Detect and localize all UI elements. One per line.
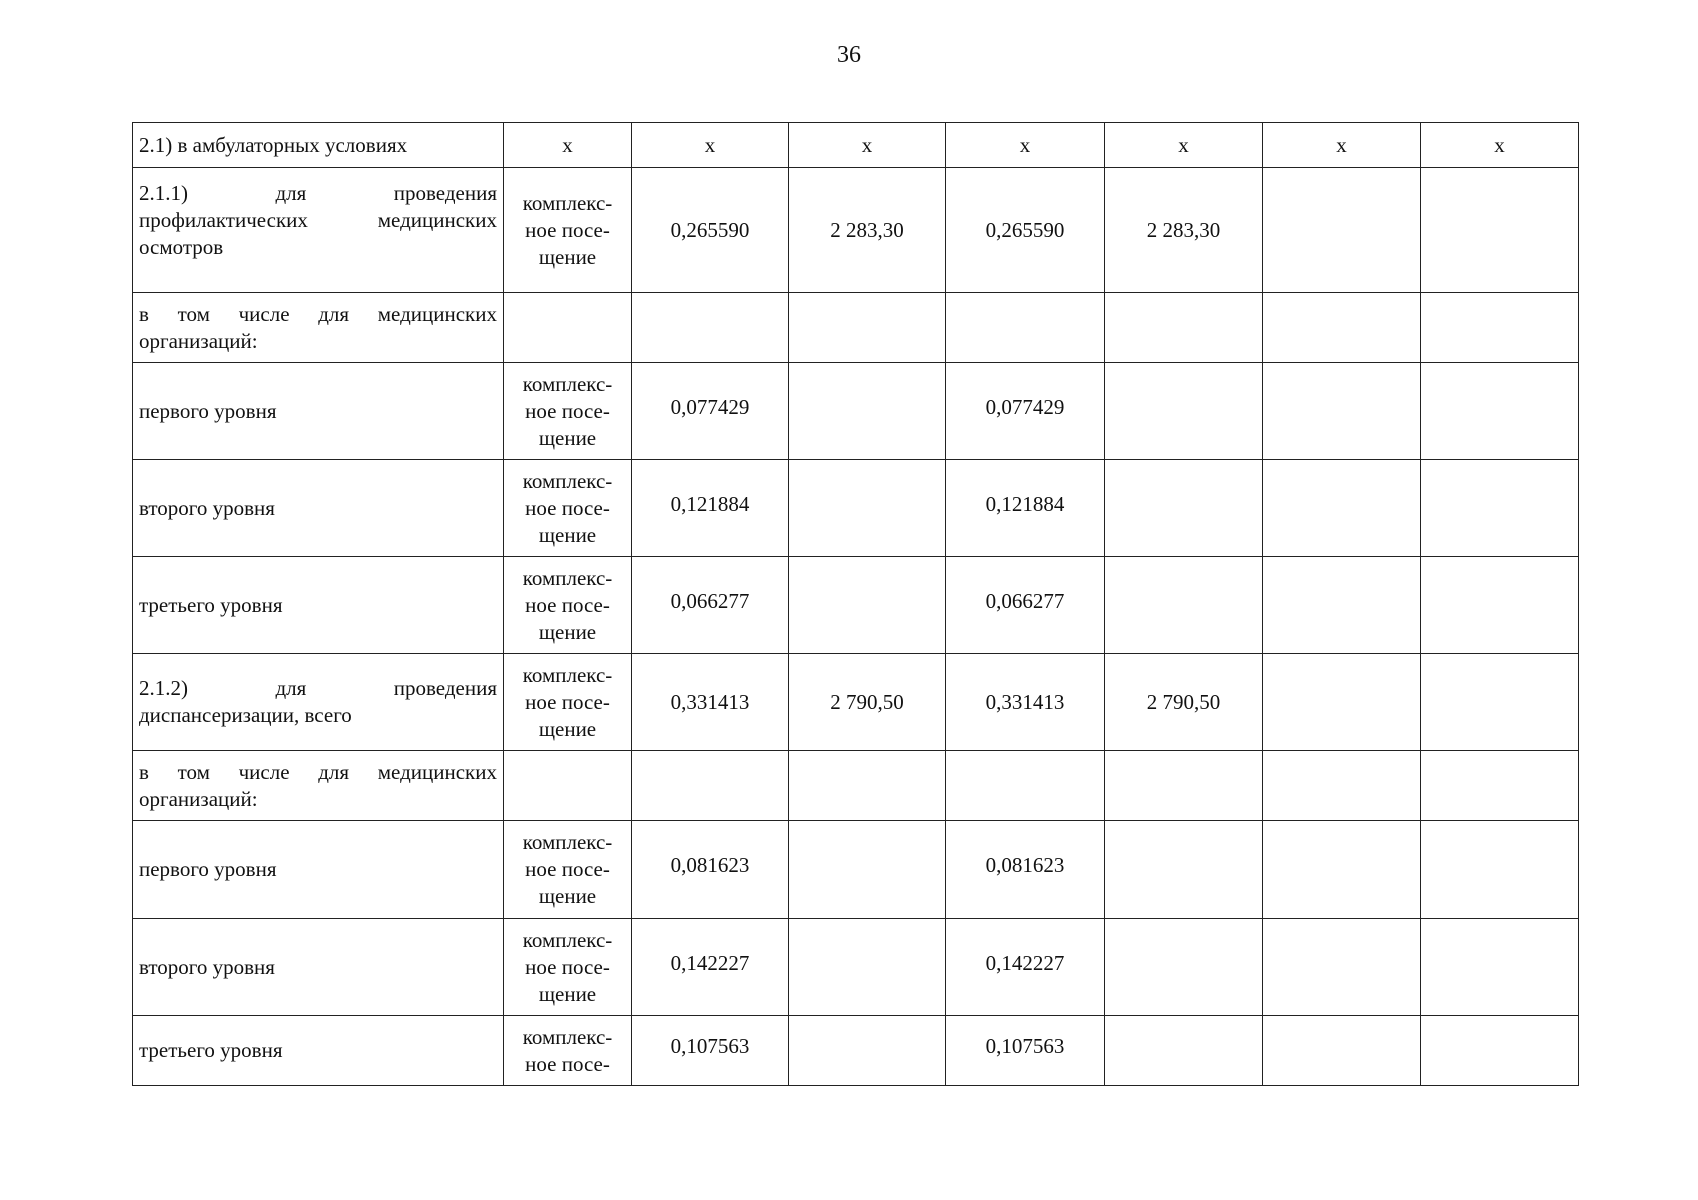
table-row — [133, 751, 1579, 821]
value-cell — [632, 919, 789, 1016]
value-cell — [1105, 557, 1263, 654]
value-cell — [1263, 654, 1421, 751]
value-cell: х — [1263, 123, 1421, 168]
value-cell — [1105, 293, 1263, 363]
value-cell: 0,331413 — [632, 654, 789, 751]
value-cell — [1105, 363, 1263, 460]
value-cell — [1421, 363, 1579, 460]
value-text: 0,121884 — [985, 491, 1065, 516]
unit-cell — [504, 919, 632, 1016]
value-cell — [1105, 821, 1263, 919]
page-number: 36 — [837, 42, 861, 68]
value-text: 0,077429 — [985, 394, 1065, 419]
unit-text: комплекс-ное посе-щение — [522, 190, 613, 269]
unit-text: комплекс-ное посе-щение — [522, 830, 613, 908]
value-cell — [946, 821, 1105, 919]
table-row — [133, 123, 1579, 168]
value-cell: х — [789, 123, 946, 168]
value-cell — [1263, 168, 1421, 293]
table-row — [133, 821, 1579, 919]
value-cell — [1421, 919, 1579, 1016]
unit-cell — [504, 654, 632, 751]
value-cell — [789, 363, 946, 460]
value-cell: 2 790,50 — [1105, 654, 1263, 751]
table-row — [133, 919, 1579, 1016]
value-cell — [789, 557, 946, 654]
value-text: 0,077429 — [670, 394, 750, 419]
value-cell — [1421, 1016, 1579, 1086]
table-row — [133, 557, 1579, 654]
value-cell — [946, 293, 1105, 363]
value-cell — [1421, 168, 1579, 293]
value-cell — [1263, 363, 1421, 460]
value-cell — [632, 293, 789, 363]
value-cell — [789, 1016, 946, 1086]
row-label: первого уровня — [133, 821, 504, 919]
value-cell — [946, 919, 1105, 1016]
table-row — [133, 460, 1579, 557]
value-text: 0,066277 — [985, 588, 1065, 613]
row-label: в том числе для медицинских организаций: — [133, 751, 504, 821]
value-cell — [1263, 293, 1421, 363]
value-cell — [1105, 751, 1263, 821]
row-label: 2.1) в амбулаторных условиях — [133, 123, 504, 168]
value-text: 0,142227 — [670, 950, 750, 975]
value-cell — [1105, 919, 1263, 1016]
value-cell — [632, 557, 789, 654]
value-cell — [946, 460, 1105, 557]
row-label: третьего уровня — [133, 1016, 504, 1086]
value-cell — [1421, 821, 1579, 919]
value-cell — [632, 460, 789, 557]
table-row — [133, 363, 1579, 460]
value-cell — [632, 1016, 789, 1086]
value-cell — [946, 363, 1105, 460]
value-text: 0,107563 — [985, 1034, 1065, 1058]
value-cell — [946, 557, 1105, 654]
value-cell — [946, 1016, 1105, 1086]
value-cell — [946, 751, 1105, 821]
unit-cell — [504, 557, 632, 654]
row-label: первого уровня — [133, 363, 504, 460]
unit-cell — [504, 1016, 632, 1086]
unit-text: комплекс-ное посе-щение — [522, 468, 613, 547]
value-cell — [1263, 557, 1421, 654]
value-cell — [1421, 557, 1579, 654]
row-label: второго уровня — [133, 460, 504, 557]
value-cell — [789, 460, 946, 557]
row-label: 2.1.2) для проведения диспансеризации, всего — [133, 654, 504, 751]
value-cell: х — [1421, 123, 1579, 168]
value-cell — [1421, 654, 1579, 751]
value-cell: 0,265590 — [632, 168, 789, 293]
value-cell — [1421, 751, 1579, 821]
value-cell — [1421, 293, 1579, 363]
value-cell — [632, 821, 789, 919]
value-cell — [789, 919, 946, 1016]
value-cell — [632, 363, 789, 460]
row-label: второго уровня — [133, 919, 504, 1016]
unit-text: комплекс-ное посе-щение — [522, 565, 613, 644]
data-table — [132, 122, 1579, 1086]
table-row — [133, 168, 1579, 293]
unit-text: комплекс-ное посе-щение — [522, 662, 613, 741]
unit-cell — [504, 460, 632, 557]
value-text: 0,142227 — [985, 950, 1065, 975]
value-cell — [1105, 460, 1263, 557]
value-cell — [632, 751, 789, 821]
value-cell — [1263, 821, 1421, 919]
unit-cell: х — [504, 123, 632, 168]
row-label: в том числе для медицинских организаций: — [133, 293, 504, 363]
table-row — [133, 1016, 1579, 1086]
value-cell — [789, 751, 946, 821]
unit-cell — [504, 168, 632, 293]
unit-text: комплекс-ное посе- — [522, 1024, 613, 1076]
value-cell: 2 283,30 — [789, 168, 946, 293]
table-row — [133, 293, 1579, 363]
value-cell: 0,265590 — [946, 168, 1105, 293]
row-label: 2.1.1) для проведения профилактических медицинских осмотров — [133, 168, 504, 293]
unit-cell — [504, 293, 632, 363]
unit-cell — [504, 751, 632, 821]
value-cell: 2 790,50 — [789, 654, 946, 751]
value-text: 0,107563 — [670, 1034, 750, 1058]
value-cell — [1263, 460, 1421, 557]
unit-cell — [504, 821, 632, 919]
value-cell — [1105, 1016, 1263, 1086]
value-cell — [1263, 919, 1421, 1016]
value-cell — [789, 293, 946, 363]
value-text: 0,066277 — [670, 588, 750, 613]
row-label: третьего уровня — [133, 557, 504, 654]
value-text: 0,081623 — [670, 853, 750, 877]
value-cell: х — [946, 123, 1105, 168]
unit-text: комплекс-ное посе-щение — [522, 927, 613, 1006]
value-cell: 2 283,30 — [1105, 168, 1263, 293]
value-cell — [1263, 1016, 1421, 1086]
value-cell — [1421, 460, 1579, 557]
value-cell: х — [632, 123, 789, 168]
unit-text: комплекс-ное посе-щение — [522, 371, 613, 450]
unit-cell — [504, 363, 632, 460]
value-cell: 0,331413 — [946, 654, 1105, 751]
value-cell — [789, 821, 946, 919]
value-cell: х — [1105, 123, 1263, 168]
value-text: 0,081623 — [985, 853, 1065, 877]
table-row — [133, 654, 1579, 751]
value-text: 0,121884 — [670, 491, 750, 516]
value-cell — [1263, 751, 1421, 821]
